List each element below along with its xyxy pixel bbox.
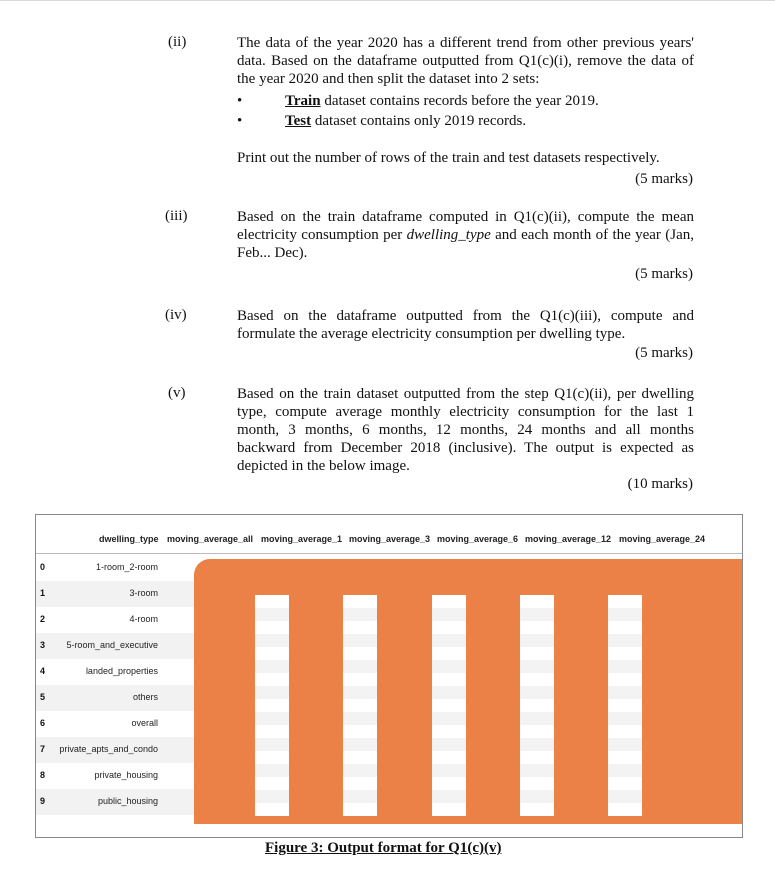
question-iv-marks: (5 marks)	[635, 345, 693, 361]
row-index: 6	[40, 718, 46, 728]
row-dwelling-type: public_housing	[97, 796, 158, 806]
output-table-figure	[35, 514, 743, 838]
test-label: Test	[285, 113, 312, 129]
row-index: 4	[40, 666, 46, 676]
question-number-iii: (iii)	[165, 208, 188, 224]
row-dwelling-type: landed_properties	[85, 666, 158, 676]
row-dwelling-type: 3-room	[129, 588, 158, 598]
row-dwelling-type: 5-room_and_executive	[66, 640, 158, 650]
question-number-iv: (iv)	[165, 307, 187, 323]
q3-text-post: and each month of the year (Jan, Feb... Dec).	[237, 227, 694, 261]
test-description: dataset contains only 2019 records.	[311, 113, 527, 129]
row-index: 5	[40, 692, 46, 702]
overlay-gap	[343, 595, 377, 816]
question-number-v: (v)	[168, 385, 186, 401]
question-v-paragraph: Based on the train dataset outputted from the step Q1(c)(ii), per dwelling type, compute average monthly electricity consumption for the last 1 month, 3 months, 6 months, 12 months, 24 months and all months backward from December 2018 (inclusive). The output is expected as depicted in the below image.	[237, 386, 694, 474]
overlay-gap	[520, 595, 554, 816]
header-moving-average-24: moving_average_24	[619, 534, 706, 544]
row-dwelling-type: private_apts_and_condo	[59, 744, 158, 754]
overlay-gap	[255, 595, 289, 816]
row-dwelling-type: others	[132, 692, 158, 702]
header-dwelling-type: dwelling_type	[99, 534, 159, 544]
row-dwelling-type: overall	[131, 718, 158, 728]
bullet-dot: •	[237, 93, 243, 109]
row-dwelling-type: 4-room	[129, 614, 158, 624]
question-number-ii: (ii)	[168, 34, 187, 50]
overlay-gap	[608, 595, 642, 816]
header-moving-average-3: moving_average_3	[349, 534, 431, 544]
q3-text-pre: Based on the train dataframe computed in Q1(c)(ii), compute the mean electricity consumption per	[237, 209, 694, 243]
row-index: 3	[40, 640, 46, 650]
row-index: 9	[40, 796, 46, 806]
question-ii-paragraph: The data of the year 2020 has a different trend from other previous years' data. Based on the dataframe outputted from Q1(c)(i), remove the data of the year 2020 and then split the dataset into 2 sets:	[237, 35, 694, 87]
question-iii-marks: (5 marks)	[635, 266, 693, 282]
redaction-overlay	[194, 559, 742, 824]
page-top-rule	[0, 0, 775, 1]
bullet-dot: •	[237, 113, 243, 129]
row-index: 8	[40, 770, 46, 780]
header-divider	[36, 553, 742, 554]
question-ii-marks: (5 marks)	[635, 171, 693, 187]
header-moving-average-1: moving_average_1	[261, 534, 343, 544]
row-index: 1	[40, 588, 46, 598]
q3-dwelling-type-term: dwelling_type	[406, 227, 491, 243]
question-v-marks: (10 marks)	[627, 476, 693, 492]
row-index: 0	[40, 562, 46, 572]
overlay-gap	[432, 595, 466, 816]
header-moving-average-6: moving_average_6	[437, 534, 519, 544]
question-ii-print-instruction: Print out the number of rows of the train and test datasets respectively.	[237, 150, 660, 166]
row-index: 7	[40, 744, 46, 754]
row-dwelling-type: 1-room_2-room	[95, 562, 158, 572]
row-dwelling-type: private_housing	[94, 770, 158, 780]
figure-caption: Figure 3: Output format for Q1(c)(v)	[265, 840, 502, 856]
train-label: Train	[285, 93, 321, 109]
header-moving-average-all: moving_average_all	[167, 534, 254, 544]
question-iii-paragraph	[237, 208, 694, 262]
header-moving-average-12: moving_average_12	[525, 534, 612, 544]
question-iv-paragraph: Based on the dataframe outputted from the Q1(c)(iii), compute and formulate the average electricity consumption per dwelling type.	[237, 308, 694, 342]
train-description: dataset contains records before the year 2019.	[320, 93, 599, 109]
row-index: 2	[40, 614, 46, 624]
